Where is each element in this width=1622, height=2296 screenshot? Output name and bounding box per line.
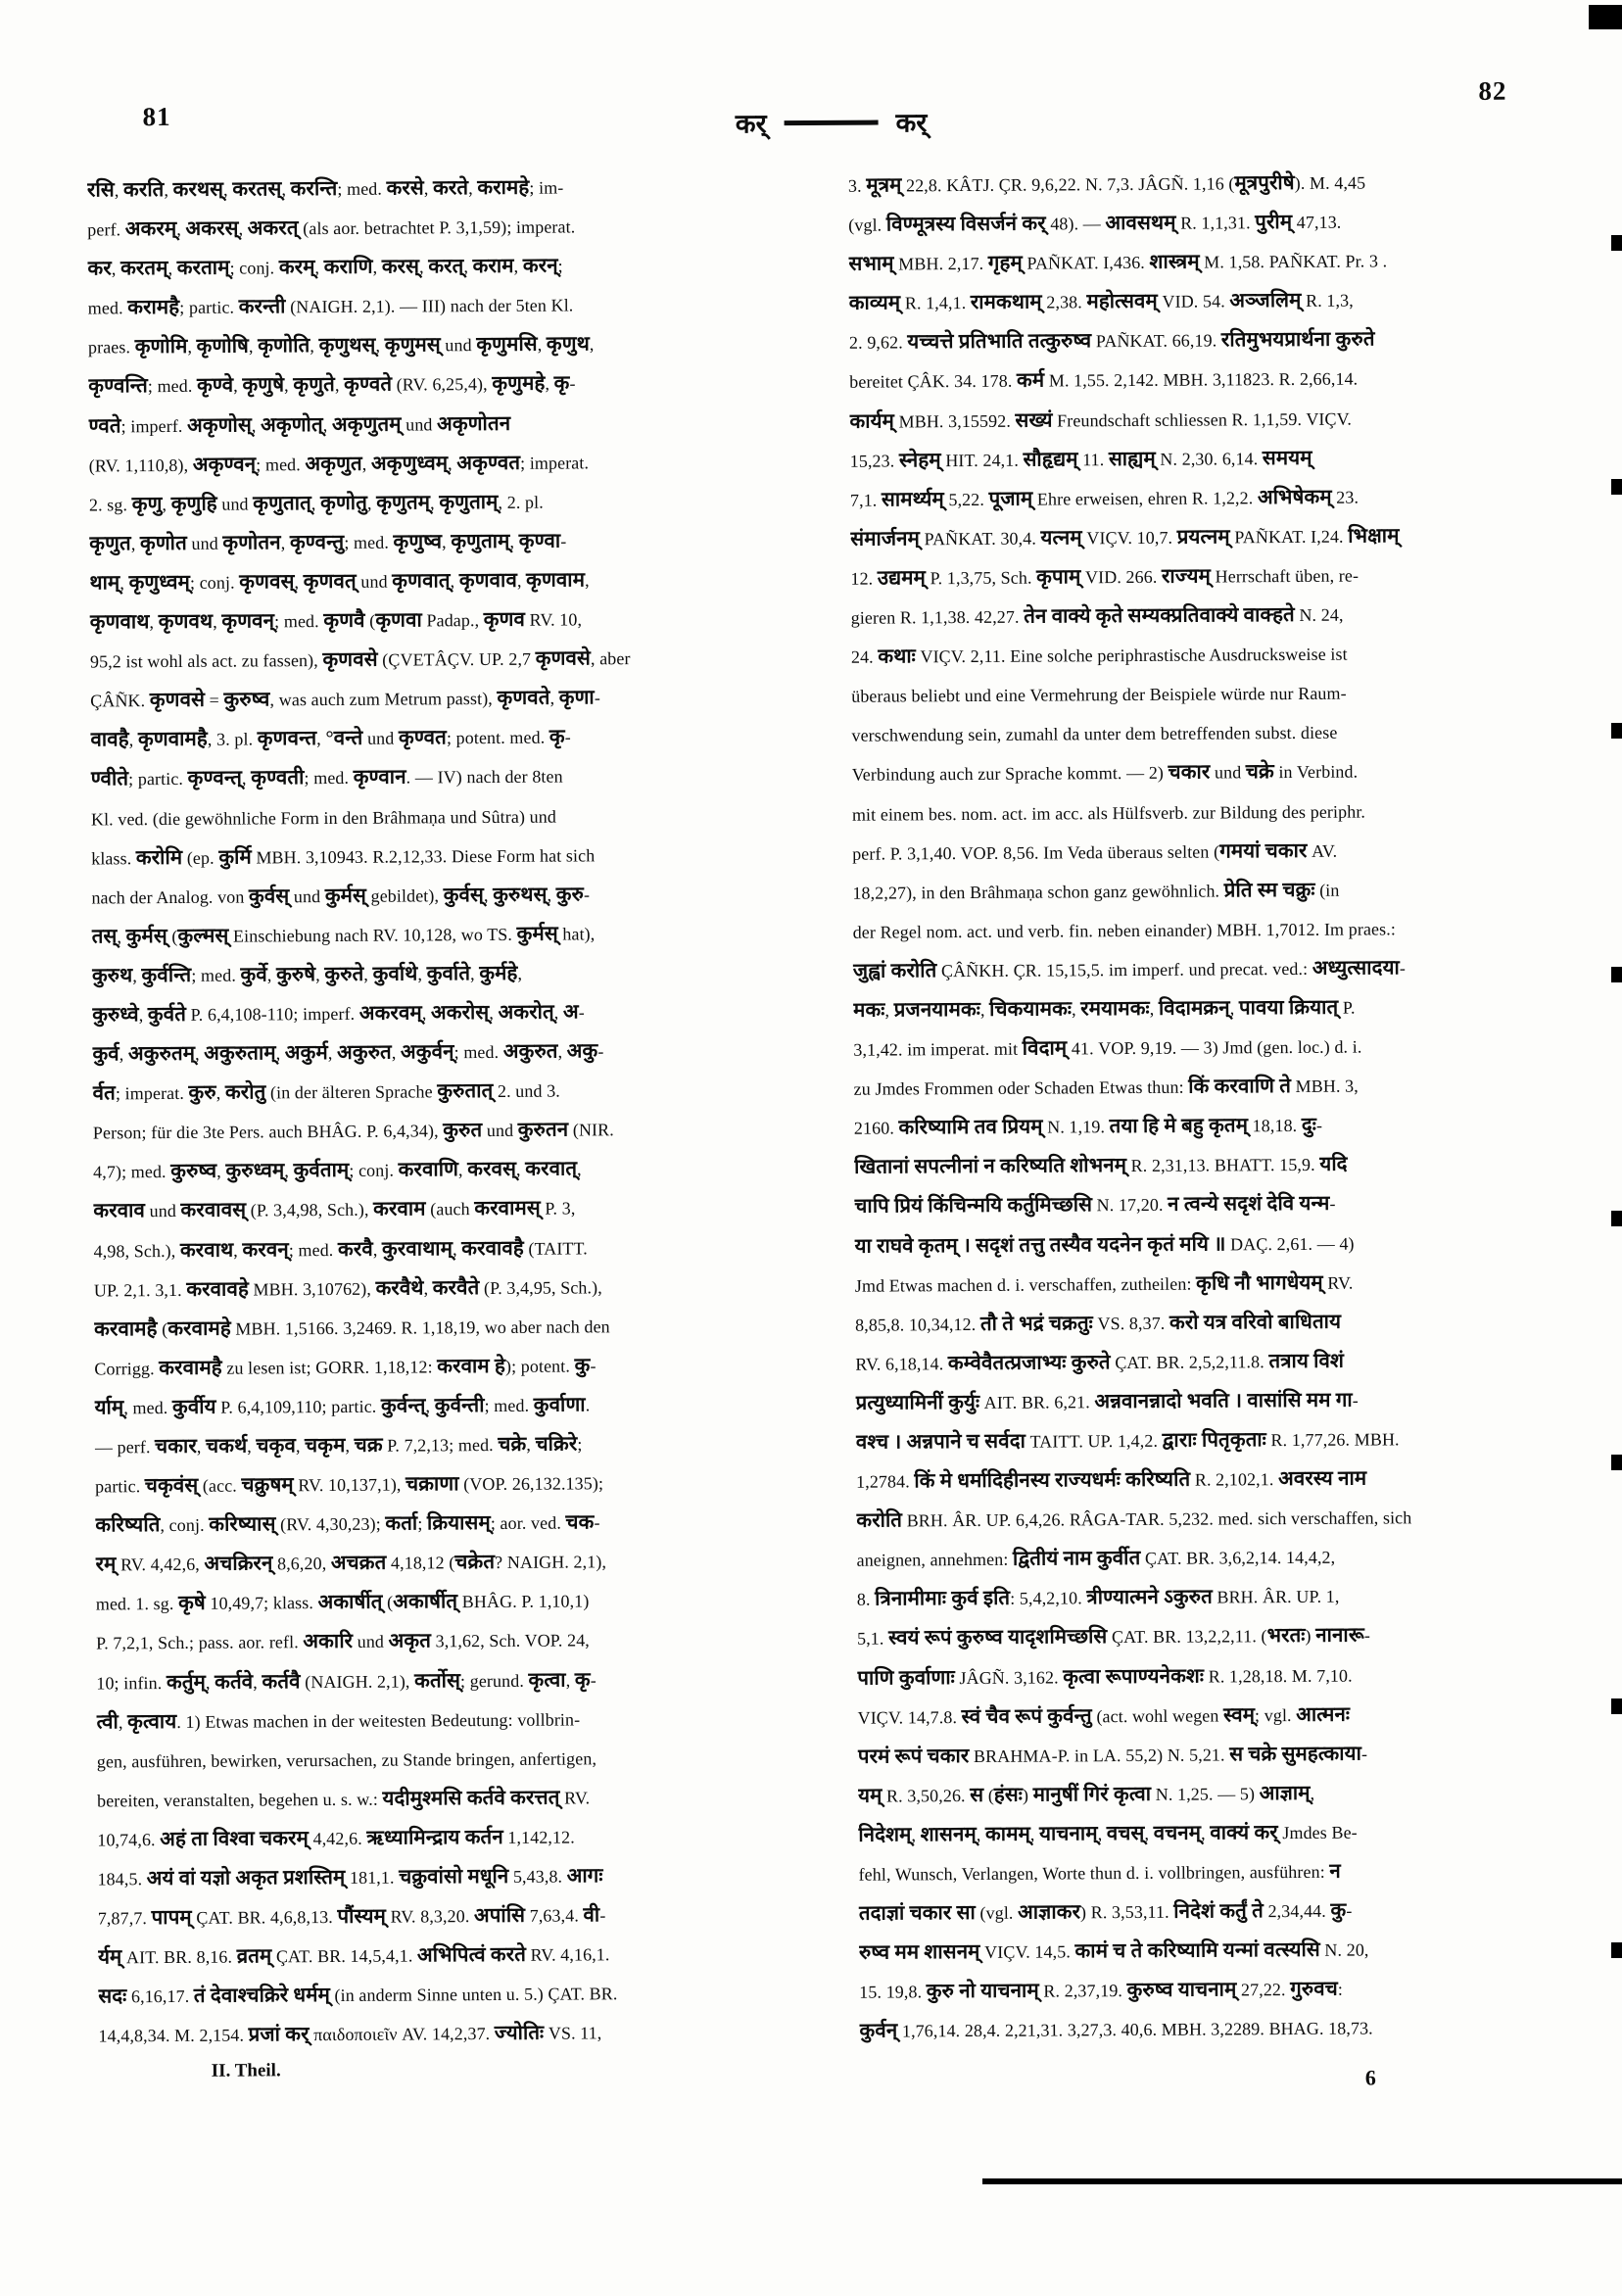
running-head-word-right: कर् — [895, 108, 928, 138]
text-line: संमार्जनम् PAÑKAT. 30,4. यत्नम् VIÇV. 10,7. प्रयत्नम् PAÑKAT. I,24. भिक्षाम् — [850, 525, 1400, 550]
text-line: कुरुध्वे, कुर्वते P. 6,4,108-110; imperf. अकरवम्, अकरोस्, अकरोत्, अ- — [92, 1001, 585, 1027]
text-line: मकः, प्रजनयामकः, चिकयामकः, रमयामकः, विदामक्रन्, पावया क्रियात् P. — [853, 996, 1356, 1022]
text-line: करवाव und करवावस् (P. 3,4,98, Sch.), करवाम (auch करवामस् P. 3, — [93, 1198, 576, 1222]
text-line: 4,7); med. कुरुष्व, कुरुध्वम्, कुर्वताम्; conj. करवाणि, करवस्, करवात्, — [93, 1158, 582, 1183]
text-line: प्रत्युध्यामिनीं कुर्युः AIT. BR. 6,21. अन्नवानन्नादो भवति । वासांसि मम गा- — [855, 1389, 1359, 1414]
text-line: 5,1. स्वयं रूपं कुरुष्व यादृशमिच्छसि ÇAT. BR. 13,2,2,11. (भरतः) नानारू- — [857, 1625, 1370, 1650]
running-head — [640, 103, 1022, 141]
running-head-word-left: कर् — [735, 109, 767, 139]
text-line: med. करामहै; partic. करन्ती (NAIGH. 2,1). — III) nach der 5ten Kl. — [87, 295, 574, 319]
text-line: Kl. ved. (die gewöhnliche Form in den Brâhmaṇa und Sûtra) und — [90, 806, 556, 829]
text-line: करोति BRH. ÂR. UP. 6,4,26. RÂGA-TAR. 5,232. med. sich verschaffen, sich — [856, 1507, 1412, 1532]
text-line: कुरुथ, कुर्वन्ति; med. कुर्वे, कुरुषे, कुरुते, कुर्वाथे, कुर्वाते, कुर्महे, — [91, 962, 523, 987]
text-line: पाणि कुर्वाणाः JÂGÑ. 3,162. कृत्वा रूपाण्यनेकशः R. 1,28,18. M. 7,10. — [857, 1665, 1353, 1690]
text-line: gen, ausführen, bewirken, verursachen, zu Stande bringen, anfertigen, — [96, 1748, 597, 1772]
text-line: 10; infin. कर्तुम्, कर्तवे, कर्तवै (NAIGH. 2,1), कर्तोस्; gerund. कृत्वा, कृ- — [96, 1668, 596, 1694]
text-line: klass. करोमि (ep. कुर्मि MBH. 3,10943. R.2,12,33. Diese Form hat sich — [91, 844, 596, 869]
edge-scan-mark — [1611, 723, 1622, 739]
text-line: 3. मूत्रम् 22,8. KÂTJ. ÇR. 9,6,22. N. 7,3. JÂGÑ. 1,16 (मूत्रपुरीषे). M. 4,45 — [847, 171, 1366, 197]
text-line: RV. 6,18,14. कम्वेवैतत्प्रजाभ्यः कुरुते ÇAT. BR. 2,5,2,11.8. तत्राय विशं — [855, 1350, 1345, 1374]
text-line: ण्वीते; partic. कृण्वन्त्, कृण्वती; med. कृण्वान. — IV) nach der 8ten — [90, 766, 563, 790]
text-line: थाम्, कृणुध्वम्; conj. कृणवस्, कृणवत् und कृणवात्, कृणवाव, कृणवाम, — [89, 569, 590, 595]
text-line: कुर्वन् 1,76,14. 28,4. 2,21,31. 3,27,3. 40,6. MBH. 3,2289. BHAG. 18,73. — [859, 2018, 1373, 2043]
text-line: जुह्वां करोति ÇÂÑKH. ÇR. 15,15,5. im imperf. und precat. ved.: अध्युत्सादया- — [852, 957, 1407, 982]
text-line: 18,2,27), in den Brâhmaṇa schon ganz gewöhnlich. प्रेति स्म चक्रुः (in — [852, 879, 1340, 903]
text-line: तस्, कुर्मस् (कुल्मस् Einschiebung nach RV. 10,128, wo TS. कुर्मस् hat), — [91, 923, 596, 948]
text-line: 1,2784. किं मे धर्मादिहीनस्य राज्यधर्मः करिष्यति R. 2,102,1. अवरस्य नाम — [856, 1467, 1367, 1493]
text-line: कुर्व, अकुरुतम्, अकुरुताम्, अकुर्म, अकुरुत, अकुर्वन्; med. अकुरुत, अकु- — [92, 1040, 604, 1066]
text-line: सदः 6,16,17. तं देवाश्चक्रिरे धर्मम् (in anderm Sinne unten u. 5.) ÇAT. BR. — [98, 1984, 618, 2008]
text-line: वावहै, कृणवामहै, 3. pl. कृणवन्त, °वन्ते und कृण्वत; potent. med. कृ- — [90, 726, 571, 751]
text-line: 4,98, Sch.), करवाथ, करवन्; med. करवै, कुरवाथाम्, करवावहै (TAITT. — [93, 1237, 588, 1262]
text-line: ÇÂÑK. कृणवसे = कुरुष्व, was auch zum Metrum passt), कृणवते, कृणा- — [90, 687, 600, 712]
text-line: कर, करतम्, करताम्; conj. करम्, कराणि, करस्, करत्, कराम, करन्; — [87, 255, 563, 280]
text-line: perf. P. 3,1,40. VOP. 8,56. Im Veda überaus selten (गमयां चकार AV. — [852, 839, 1338, 864]
text-line: 15,23. स्नेहम् HIT. 24,1. सौहृद्यम् 11. साह्यम् N. 2,30. 6,14. समयम् — [849, 447, 1312, 472]
bottom-scan-line — [982, 2178, 1622, 2184]
text-line: 12. उद्यमम् P. 1,3,75, Sch. कृपाम् VID. 266. राज्यम् Herrschaft üben, re- — [850, 565, 1360, 590]
text-line: 95,2 ist wohl als act. zu fassen), कृणवसे (ÇVETÂÇV. UP. 2,7 कृणवसे, aber — [89, 647, 631, 672]
sheet-signature: 6 — [1364, 2065, 1376, 2090]
text-line: (vgl. विण्मूत्रस्य विसर्जनं कर् 48). — आवसथम् R. 1,1,31. पुरीम् 47,13. — [848, 212, 1342, 236]
edge-scan-mark — [1611, 1211, 1622, 1226]
text-column-right — [848, 163, 1536, 2052]
text-line: Person; für die 3te Pers. auch BHÂG. P. 6,4,34), कुरुत und कुरुतन (NIR. — [92, 1119, 614, 1143]
text-line: 15. 19,8. कुरु नो याचनाम् R. 2,37,19. कुरुष्व याचनाम् 27,22. गुरुवच: — [859, 1979, 1344, 2003]
text-line: verschwendung sein, zumahl da unter dem betreffenden subst. diese — [851, 723, 1338, 746]
edge-scan-mark — [1611, 235, 1622, 251]
text-line: रम् RV. 4,42,6, अचक्रिरन् 8,6,20, अचक्रत 4,18,12 (चक्रेत? NAIGH. 2,1), — [95, 1552, 607, 1576]
text-line: gieren R. 1,1,38. 42,27. तेन वाक्ये कृते सम्यक्प्रतिवाक्ये वाक्हते N. 24, — [850, 604, 1344, 628]
text-line: त्वी, कृत्वाय. 1) Etwas machen in der weitesten Bedeutung: vollbrin- — [96, 1709, 581, 1734]
text-line: निदेशम्, शासनम्, कामम्, याचनाम्, वचस्, वचनम्, वाक्यं कर् Jmdes Be- — [858, 1822, 1358, 1846]
text-line: खितानां सपत्नीनां न करिष्यति शोभनम् R. 2,31,13. BHATT. 15,9. यदि — [854, 1153, 1348, 1179]
edge-scan-mark — [1611, 1698, 1622, 1714]
text-line: aneignen, annehmen: द्वितीयं नाम कुर्वीत ÇAT. BR. 3,6,2,14. 14,4,2, — [856, 1548, 1336, 1571]
text-line: 3,1,42. im imperat. mit विदाम् 41. VOP. 9,19. — 3) Jmd (gen. loc.) d. i. — [853, 1036, 1362, 1060]
text-line: Corrigg. करवामहै zu lesen ist; GORR. 1,18,12: करवाम हे); potent. कु- — [94, 1355, 596, 1379]
column-number-left: 81 — [142, 101, 171, 132]
column-number-right: 82 — [1478, 75, 1507, 106]
text-line: 24. कथाः VIÇV. 2,11. Eine solche periphrastische Ausdrucksweise ist — [850, 644, 1348, 668]
corner-scan-mark — [1589, 5, 1622, 29]
text-line: रसि, करति, करथस्, करतस्, करन्ति; med. करसे, करते, करामहे; im- — [86, 176, 564, 202]
text-line: परमं रूपं चकार BRAHMA-P. in LA. 55,2) N. 5,21. स चक्रे सुमहत्काया- — [857, 1743, 1368, 1768]
text-line: mit einem bes. nom. act. im acc. als Hülfsverb. zur Bildung des periphr. — [851, 801, 1366, 825]
text-line: सभाम् MBH. 2,17. गृहम् PAÑKAT. I,436. शास्त्रम् M. 1,58. PAÑKAT. Pr. 3 . — [848, 251, 1388, 275]
text-line: करवामहै (करवामहे MBH. 1,5166. 3,2469. R. 1,18,19, wo aber nach den — [94, 1315, 610, 1341]
text-line: र्वत; imperat. कुरु, करोतु (in der älteren Sprache कुरुतात् 2. und 3. — [92, 1080, 560, 1105]
text-line: 2. 9,62. यच्चत्ते प्रतिभाति तत्कुरुष्व PAÑKAT. 66,19. रतिमुभयप्रार्थना कुरुते — [848, 328, 1375, 354]
text-line: Verbindung auch zur Sprache kommt. — 2) चकार und चक्रे in Verbind. — [851, 761, 1359, 786]
text-line: 2160. करिष्यामि तव प्रियम् N. 1,19. तया हि मे बहु कृतम् 18,18. दुः- — [853, 1115, 1323, 1139]
text-line: (RV. 1,110,8), अकृण्वन्; med. अकृणुत, अकृणुध्वम्, अकृण्वत; imperat. — [88, 452, 590, 476]
text-line: 184,5. अयं वां यज्ञो अकृत प्रशस्तिम् 181,1. चक्रुवांसो मधूनि 5,43,8. आगः — [97, 1865, 603, 1890]
text-line: र्यम् AIT. BR. 8,16. व्रतम् ÇAT. BR. 14,5,4,1. अभिपित्वं करते RV. 4,16,1. — [97, 1944, 610, 1969]
edge-scan-mark — [1611, 1455, 1622, 1470]
text-line: 8. त्रिनामीमाः कुर्व इति: 5,4,2,10. त्रीण्यात्मने ऽकुरुत BRH. ÂR. UP. 1, — [856, 1586, 1340, 1610]
text-line: perf. अकरम्, अकरस्, अकरत् (als aor. betrachtet P. 3,1,59); imperat. — [87, 216, 576, 241]
text-line: या राघवे कृतम् । सदृशं तत्तु तस्यैव यदनेन कृतं मयि ॥ DAÇ. 2,61. — 4) — [854, 1232, 1355, 1258]
text-line: रुष्व मम शासनम् VIÇV. 14,5. कामं च ते करिष्यामि यन्मां वत्स्यसि N. 20, — [858, 1939, 1369, 1964]
text-line: 8,85,8. 10,34,12. तौ ते भद्रं चक्रतुः VS. 8,37. करो यत्र वरिवो बाधिताय — [855, 1311, 1342, 1335]
text-line: fehl, Wunsch, Verlangen, Worte thun d. i. vollbringen, ausführen: न — [858, 1860, 1341, 1885]
text-line: P. 7,2,1, Sch.; pass. aor. refl. अकारि und अकृत 3,1,62, Sch. VOP. 24, — [96, 1630, 590, 1653]
text-line: यम् R. 3,50,26. स (हंसः) मानुषीं गिरं कृत्वा N. 1,25. — 5) आज्ञाम्, — [857, 1782, 1315, 1807]
text-line: UP. 2,1. 3,1. करवावहे MBH. 3,10762), करवैथे, करवैते (P. 3,4,95, Sch.), — [93, 1276, 602, 1301]
text-line: Jmd Etwas machen d. i. verschaffen, zutheilen: कृधि नौ भागधेयम् RV. — [854, 1271, 1354, 1296]
text-line: 7,1. सामर्थ्यम् 5,22. पूजाम् Ehre erweisen, ehren R. 1,2,2. अभिषेकम् 23. — [849, 486, 1360, 511]
text-line: bereitet ÇÂK. 34. 178. कर्म M. 1,55. 2,142. MBH. 3,11823. R. 2,66,14. — [849, 369, 1359, 393]
text-line: 10,74,6. अहं ता विश्वा चकरम् 4,42,6. ऋध्यामिन्द्राय कर्तन 1,142,12. — [97, 1826, 575, 1851]
text-line: VIÇV. 14,7.8. स्वं चैव रूपं कुर्वन्तु (act. wohl wegen स्वम्; vgl. आत्मनः — [857, 1703, 1351, 1728]
text-line: med. 1. sg. कृषे 10,49,7; klass. अकार्षीत् (अकार्षीत् BHÂG. P. 1,10,1) — [95, 1591, 590, 1615]
text-line: वश्च । अन्नपाने च सर्वदा TAITT. UP. 1,4,2. द्वाराः पितृकृताः R. 1,77,26. MBH. — [855, 1429, 1400, 1454]
text-line: 2. sg. कृणु, कृणुहि und कृणुतात्, कृणोतु, कृणुतम्, कृणुताम्, 2. pl. — [88, 491, 544, 515]
text-line: zu Jmdes Frommen oder Schaden Etwas thun: किं करवाणि ते MBH. 3, — [853, 1076, 1359, 1099]
text-line: überaus beliebt und eine Vermehrung der Beispiele würde nur Raum- — [851, 683, 1347, 706]
text-line: कार्यम् MBH. 3,15592. सख्यं Freundschaft schliessen R. 1,1,59. VIÇV. — [849, 408, 1353, 433]
text-line: र्याम्, med. कुर्वीय P. 6,4,109,110; partic. कुर्वन्त्, कुर्वन्ती; med. कुर्वाणा. — [94, 1394, 591, 1419]
text-line: ण्वते; imperf. अकृणोस्, अकृणोत्, अकृणुतम् und अकृणोतन — [88, 412, 511, 438]
text-line: praes. कृणोमि, कृणोषि, कृणोति, कृणुथस्, कृणुमस् und कृणुमसि, कृणुथ, — [87, 333, 595, 359]
text-line: कृणुत, कृणोत und कृणोतन, कृण्वन्तु; med. कृणुष्व, कृणुताम्, कृण्वा- — [89, 530, 567, 555]
text-line: काव्यम् R. 1,4,1. रामकथाम् 2,38. महोत्सवम् VID. 54. अञ्जलिम् R. 1,3, — [848, 290, 1354, 315]
text-line: bereiten, veranstalten, begehen u. s. w.: यदीमुश्मसि कर्तवे करत्तत् RV. — [96, 1787, 591, 1811]
running-head-dash-rule — [785, 120, 879, 126]
text-line: nach der Analog. von कुर्वस् und कुर्मस् gebildet), कुर्वस्, कुरुथस्, कुरु- — [91, 884, 591, 908]
volume-signature: II. Theil. — [211, 2060, 281, 2081]
text-line: 7,87,7. पापम् ÇAT. BR. 4,6,8,13. पौंस्यम् RV. 8,3,20. अपांसि 7,63,4. वी- — [97, 1904, 606, 1930]
text-line: कृणवाथ, कृणवथ, कृणवन्; med. कृणवै (कृणवा Padap., कृणव RV. 10, — [89, 608, 583, 634]
text-column-left — [87, 167, 790, 2056]
text-line: करिष्यति, conj. करिष्यास् (RV. 4,30,23); कर्ता; क्रियासम्; aor. ved. चक- — [95, 1511, 600, 1537]
text-line: तदाज्ञां चकार सा (vgl. आज्ञाकर) R. 3,53,11. निदेशं कर्तुं ते 2,34,44. कु- — [858, 1899, 1353, 1925]
edge-scan-mark — [1611, 1942, 1622, 1958]
text-line: चापि प्रियं किंचिन्मयि कर्तुमिच्छसि N. 17,20. न त्वन्ये सदृशं देवि यन्म- — [854, 1193, 1336, 1219]
text-line: कृण्वन्ति; med. कृण्वे, कृणुषे, कृणुते, कृण्वते (RV. 6,25,4), कृणुमहे, कृ- — [88, 372, 576, 398]
text-line: der Regel nom. act. und verb. fin. neben einander) MBH. 1,7012. Im praes.: — [852, 919, 1396, 942]
text-line: partic. चकृवंस् (acc. चक्रुषम् RV. 10,137,1), चक्राणा (VOP. 26,132.135); — [95, 1473, 604, 1498]
edge-scan-mark — [1611, 479, 1622, 495]
text-line: 14,4,8,34. M. 2,154. प्रजां कर् παιδοποιεῖν AV. 14,2,37. ज्योतिः VS. 11, — [98, 2023, 602, 2046]
edge-scan-mark — [1611, 967, 1622, 982]
text-line: — perf. चकार, चकर्थ, चकृव, चकृम, चक्र P. 7,2,13; med. चक्रे, चक्रिरे; — [94, 1433, 583, 1459]
